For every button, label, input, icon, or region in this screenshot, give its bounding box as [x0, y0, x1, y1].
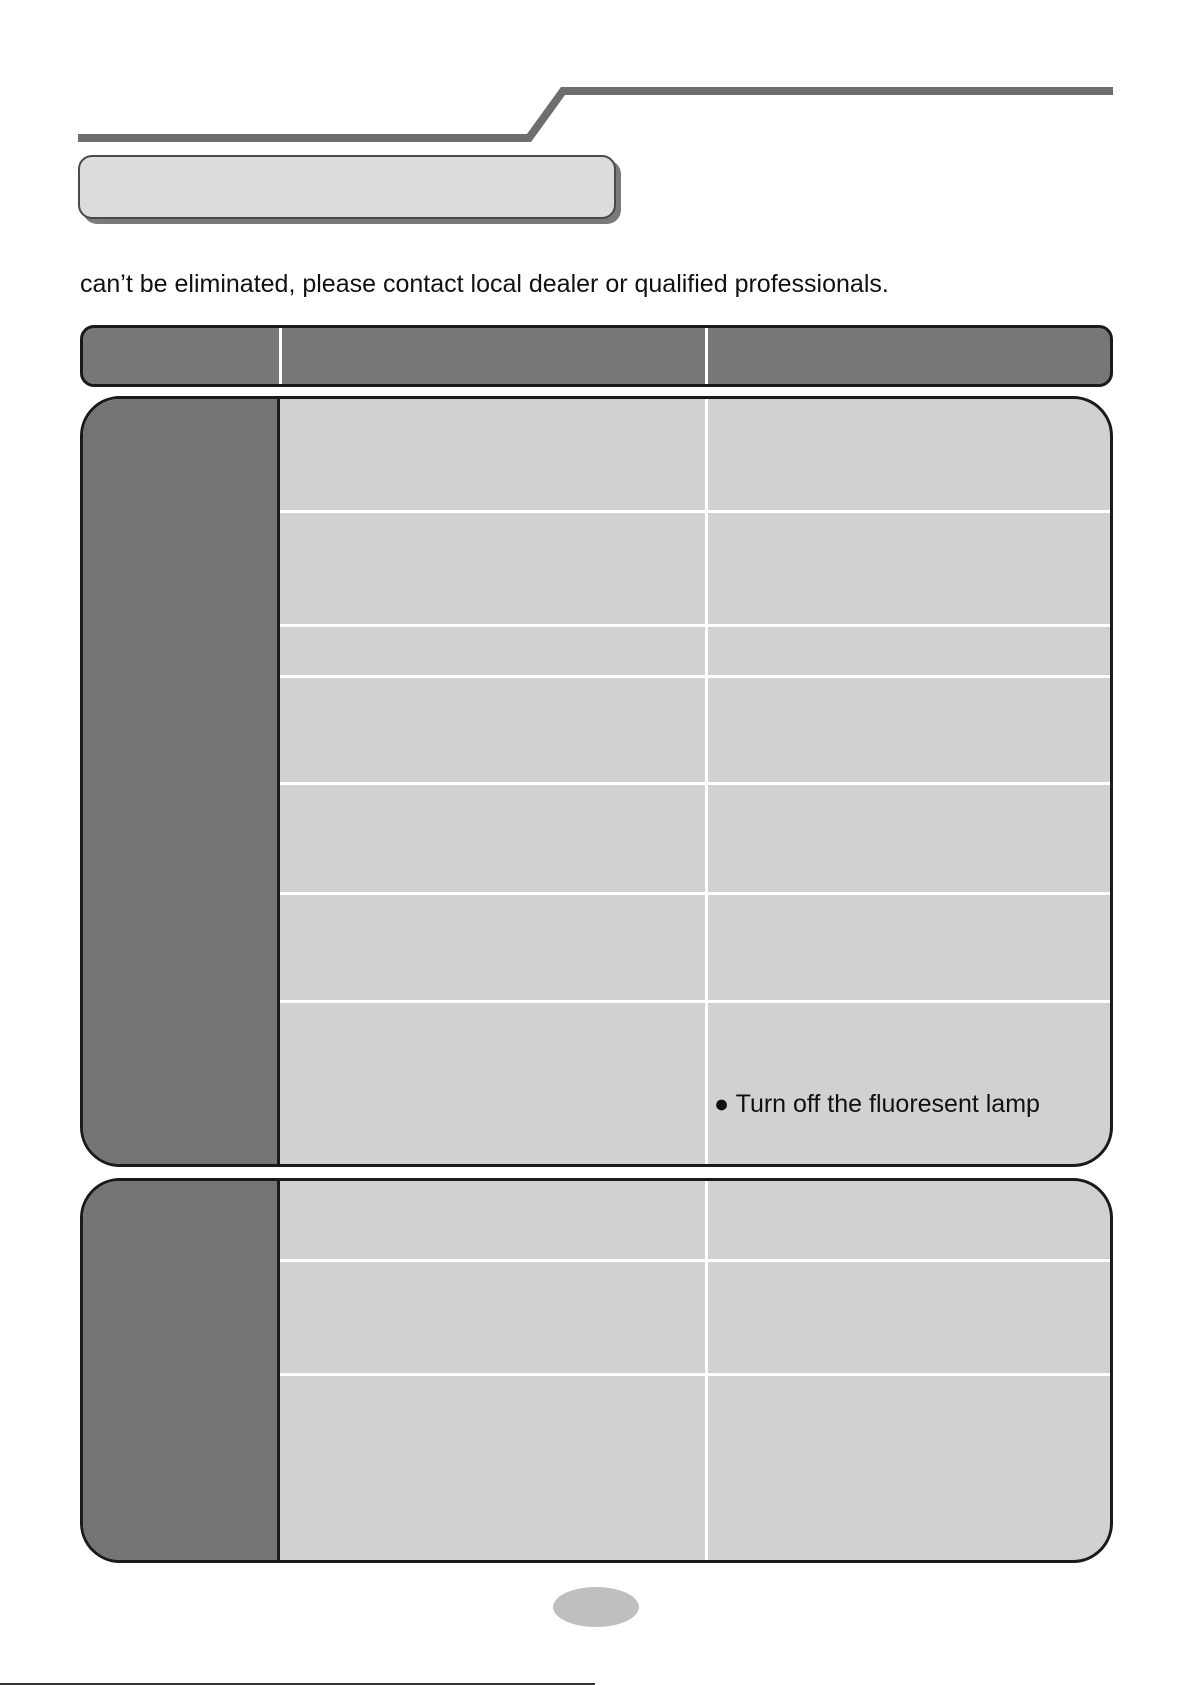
row-divider — [280, 675, 1110, 678]
header-rule — [0, 0, 1191, 160]
column-divider — [705, 1181, 708, 1560]
row-divider — [280, 1000, 1110, 1003]
row-divider — [280, 1373, 1110, 1376]
category-cell — [83, 1181, 280, 1560]
page-number-badge — [553, 1587, 639, 1627]
row-divider — [280, 1259, 1110, 1262]
table-header — [80, 325, 1113, 387]
header-divider — [279, 328, 282, 384]
row-divider — [280, 782, 1110, 785]
row-divider — [280, 510, 1110, 513]
header-divider — [705, 328, 708, 384]
table-block-1 — [80, 396, 1113, 1167]
row-divider — [280, 892, 1110, 895]
solution-text: ● Turn off the fluoresent lamp — [714, 1090, 1040, 1118]
category-cell — [83, 399, 280, 1164]
section-title-box — [78, 155, 616, 219]
table-block-2 — [80, 1178, 1113, 1563]
intro-text: can’t be eliminated, please contact local dealer or qualified professionals. — [80, 270, 889, 298]
row-divider — [280, 624, 1110, 627]
